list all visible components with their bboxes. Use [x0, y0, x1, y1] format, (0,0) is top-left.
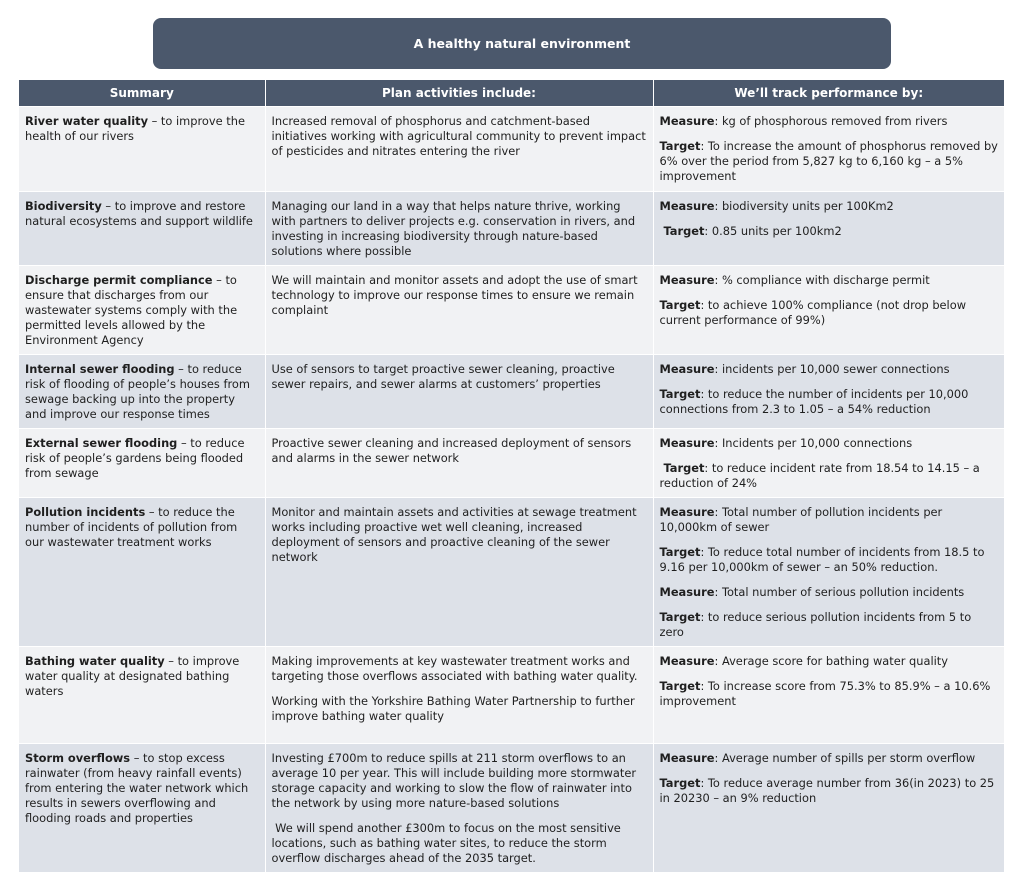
- target-line: [660, 298, 999, 328]
- measure-label: Measure: [659, 199, 715, 213]
- activity-text: We will maintain and monitor assets and adopt the use of smart technology to improve our response times to ensure we remain complaint: [271, 273, 638, 317]
- target-label: Target: [659, 387, 701, 401]
- table-row: [19, 429, 1004, 498]
- activity-text: Monitor and maintain assets and activities at sewage treatment works including proactive wet well cleaning, increased deployment of sensors and proactive cleaning of the sewer network: [271, 505, 637, 564]
- tracking-cell: [653, 266, 1004, 355]
- measure-line: [660, 273, 999, 288]
- table-row: [19, 647, 1004, 744]
- measure-text: : biodiversity units per 100Km2: [714, 199, 894, 213]
- summary-cell: [19, 647, 265, 744]
- target-line: [660, 139, 999, 184]
- summary-cell: [19, 266, 265, 355]
- table-header-row: [19, 80, 1004, 107]
- row-title: Bathing water quality: [25, 654, 165, 668]
- target-line: [660, 610, 999, 640]
- header-plan-activities: Plan activities include:: [265, 80, 653, 107]
- row-summary: – to ensure that discharges from our wastewater systems comply with the permitted levels allowed by the Environment Agency: [25, 273, 238, 347]
- target-text: : to reduce incident rate from 18.54 to 14.15 – a reduction of 24%: [659, 461, 980, 490]
- measure-text: : Average number of spills per storm overflow: [714, 751, 976, 765]
- target-text: : To reduce total number of incidents from 18.5 to 9.16 per 10,000km of sewer – an 50% reduction.: [659, 545, 985, 574]
- tracking-cell: [653, 192, 1004, 266]
- summary-cell: [19, 355, 265, 429]
- target-text: : 0.85 units per 100km2: [704, 224, 842, 238]
- measure-label: Measure: [659, 585, 715, 599]
- measure-line: [660, 199, 999, 214]
- target-label: Target: [659, 545, 701, 559]
- target-line: [660, 545, 999, 575]
- row-summary: – to reduce risk of people’s gardens being flooded from sewage: [25, 436, 245, 480]
- target-label: Target: [659, 679, 701, 693]
- table-row: [19, 266, 1004, 355]
- plan-table: [19, 80, 1004, 872]
- measure-line: [660, 114, 999, 129]
- row-summary: – to improve water quality at designated bathing waters: [25, 654, 240, 698]
- measure-line: [660, 505, 999, 535]
- table-row: [19, 498, 1004, 647]
- measure-label: Measure: [659, 751, 715, 765]
- target-label: Target: [659, 776, 701, 790]
- row-summary: – to improve and restore natural ecosystems and support wildlife: [25, 199, 253, 228]
- activity-text: We will spend another £300m to focus on the most sensitive locations, such as bathing water sites, to reduce the storm overflow discharges ahead of the 2035 target.: [271, 821, 625, 865]
- row-summary: – to reduce the number of incidents of pollution from our wastewater treatment works: [25, 505, 238, 549]
- tracking-cell: [653, 107, 1004, 192]
- row-summary: – to improve the health of our rivers: [25, 114, 245, 143]
- tracking-cell: [653, 355, 1004, 429]
- activity-text: Making improvements at key wastewater treatment works and targeting those overflows associated with bathing water quality.: [271, 654, 638, 683]
- measure-line: [660, 362, 999, 377]
- summary-cell: [19, 744, 265, 873]
- activity-text: Proactive sewer cleaning and increased deployment of sensors and alarms in the sewer network: [271, 436, 632, 465]
- header-summary: Summary: [19, 80, 265, 107]
- measure-text: : kg of phosphorous removed from rivers: [714, 114, 948, 128]
- target-line: [660, 679, 999, 709]
- summary-cell: [19, 498, 265, 647]
- target-label: Target: [659, 461, 705, 475]
- banner-title: A healthy natural environment: [413, 36, 631, 51]
- measure-label: Measure: [659, 273, 715, 287]
- summary-cell: [19, 192, 265, 266]
- table-row: [19, 744, 1004, 873]
- activities-cell: [265, 192, 653, 266]
- measure-text: : % compliance with discharge permit: [714, 273, 930, 287]
- row-title: Biodiversity: [25, 199, 102, 213]
- target-text: : to reduce the number of incidents per 10,000 connections from 2.3 to 1.05 – a 54% reduction: [659, 387, 969, 416]
- measure-line: [660, 436, 999, 451]
- target-label: Target: [659, 610, 701, 624]
- measure-text: : Average score for bathing water quality: [714, 654, 949, 668]
- section-banner: [153, 18, 891, 69]
- target-line: [660, 461, 999, 491]
- activities-cell: [265, 744, 653, 873]
- measure-line: [660, 654, 999, 669]
- activity-text: Working with the Yorkshire Bathing Water Partnership to further improve bathing water quality: [271, 694, 635, 723]
- activities-cell: [265, 498, 653, 647]
- measure-label: Measure: [659, 505, 715, 519]
- target-line: [660, 224, 999, 239]
- row-title: River water quality: [25, 114, 148, 128]
- measure-text: : incidents per 10,000 sewer connections: [714, 362, 950, 376]
- row-title: Storm overflows: [25, 751, 131, 765]
- row-summary: – to stop excess rainwater (from heavy rainfall events) from entering the water network which results in sewers overflowing and flooding roads and properties: [25, 751, 249, 825]
- measure-line: [660, 585, 999, 600]
- target-text: : to reduce serious pollution incidents from 5 to zero: [659, 610, 972, 639]
- row-title: Pollution incidents: [25, 505, 146, 519]
- activity-text: Investing £700m to reduce spills at 211 storm overflows to an average 10 per year. This will include building more stormwater storage capacity and working to slow the flow of rainwater into the network by using more nature-based solutions: [271, 751, 637, 810]
- tracking-cell: [653, 429, 1004, 498]
- target-label: Target: [659, 224, 705, 238]
- summary-cell: [19, 429, 265, 498]
- target-line: [660, 387, 999, 417]
- measure-label: Measure: [659, 436, 715, 450]
- target-text: : To increase score from 75.3% to 85.9% – a 10.6% improvement: [659, 679, 991, 708]
- target-text: : to achieve 100% compliance (not drop below current performance of 99%): [659, 298, 967, 327]
- activities-cell: [265, 107, 653, 192]
- target-text: : To reduce average number from 36(in 2023) to 25 in 20230 – an 9% reduction: [659, 776, 995, 805]
- summary-cell: [19, 107, 265, 192]
- table-row: [19, 192, 1004, 266]
- activities-cell: [265, 266, 653, 355]
- target-label: Target: [659, 139, 701, 153]
- measure-line: [660, 751, 999, 766]
- header-tracking: We’ll track performance by:: [653, 80, 1004, 107]
- row-title: Discharge permit compliance: [25, 273, 213, 287]
- tracking-cell: [653, 498, 1004, 647]
- measure-label: Measure: [659, 654, 715, 668]
- tracking-cell: [653, 647, 1004, 744]
- target-text: : To increase the amount of phosphorus removed by 6% over the period from 5,827 kg to 6,160 kg – a 5% improvement: [659, 139, 998, 183]
- measure-label: Measure: [659, 362, 715, 376]
- activities-cell: [265, 647, 653, 744]
- activities-cell: [265, 355, 653, 429]
- measure-text: : Incidents per 10,000 connections: [714, 436, 913, 450]
- row-title: Internal sewer flooding: [25, 362, 175, 376]
- measure-text: : Total number of pollution incidents per 10,000km of sewer: [659, 505, 943, 534]
- measure-label: Measure: [659, 114, 715, 128]
- activity-text: Increased removal of phosphorus and catchment-based initiatives working with agricultural community to prevent impact of pesticides and nitrates entering the river: [271, 114, 646, 158]
- table-row: [19, 107, 1004, 192]
- activity-text: Use of sensors to target proactive sewer cleaning, proactive sewer repairs, and sewer alarms at customers’ properties: [271, 362, 615, 391]
- tracking-cell: [653, 744, 1004, 873]
- row-summary: – to reduce risk of flooding of people’s houses from sewage backing up into the property and improve our response times: [25, 362, 250, 421]
- measure-text: : Total number of serious pollution incidents: [714, 585, 965, 599]
- activity-text: Managing our land in a way that helps nature thrive, working with partners to deliver projects e.g. conservation in rivers, and investing in increasing biodiversity through nature-based solutions where possible: [271, 199, 636, 258]
- target-line: [660, 776, 999, 806]
- target-label: Target: [659, 298, 701, 312]
- activities-cell: [265, 429, 653, 498]
- table-row: [19, 355, 1004, 429]
- row-title: External sewer flooding: [25, 436, 178, 450]
